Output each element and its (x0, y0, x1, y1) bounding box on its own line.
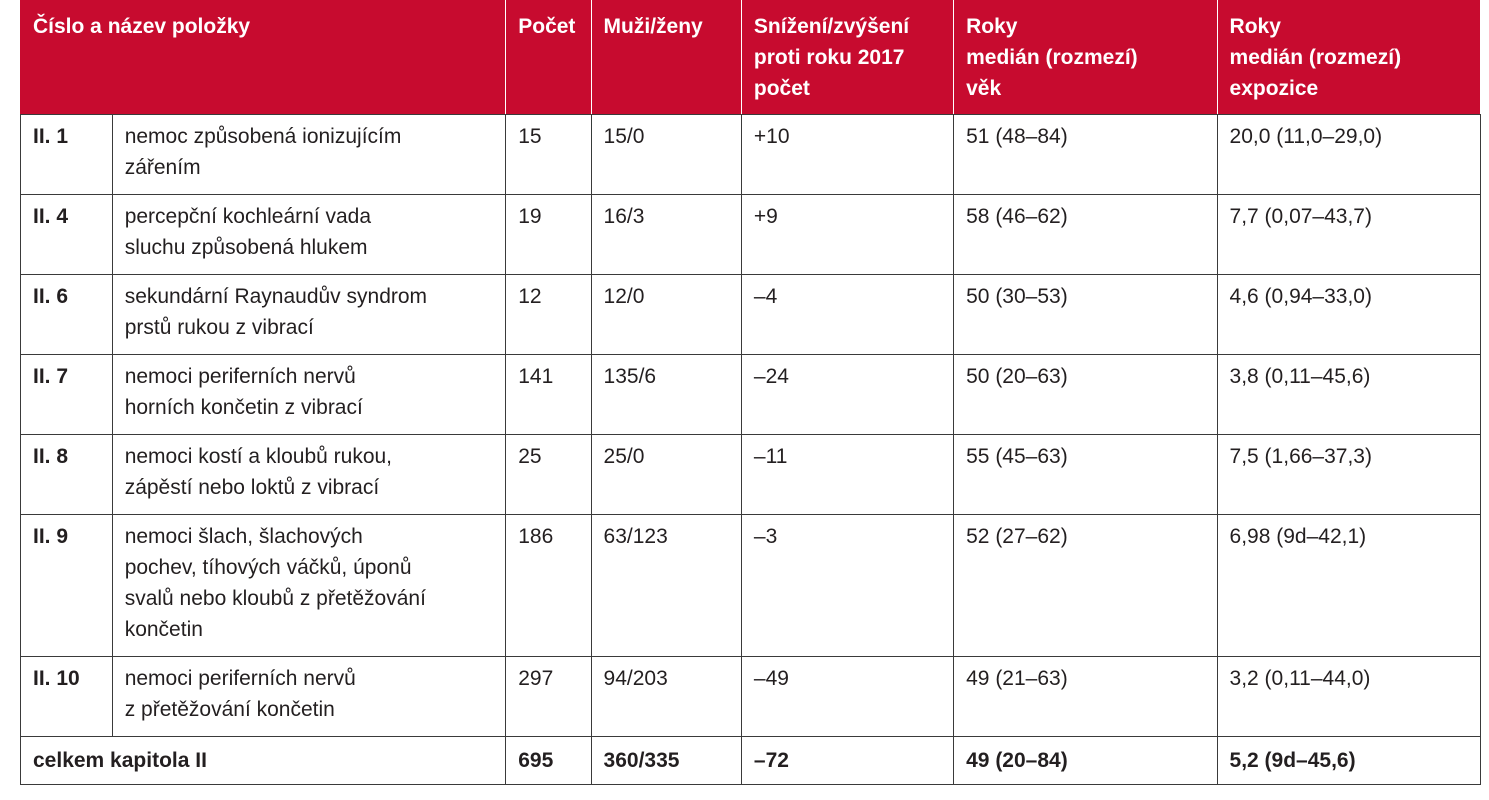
header-change: Snížení/zvýšení proti roku 2017 počet (741, 1, 953, 115)
change-cell: –49 (741, 657, 953, 737)
men-women-cell: 12/0 (591, 275, 741, 355)
header-exposure: Roky medián (rozmezí) expozice (1217, 1, 1480, 115)
count-cell: 12 (506, 275, 591, 355)
count-cell: 141 (506, 355, 591, 435)
change-cell: +9 (741, 195, 953, 275)
total-count: 695 (506, 737, 591, 785)
exposure-cell: 3,2 (0,11–44,0) (1217, 657, 1480, 737)
count-cell: 19 (506, 195, 591, 275)
item-code: II. 1 (21, 115, 113, 195)
count-cell: 186 (506, 515, 591, 657)
item-code: II. 6 (21, 275, 113, 355)
total-exposure: 5,2 (9d–45,6) (1217, 737, 1480, 785)
table-row (21, 275, 1481, 355)
exposure-cell: 4,6 (0,94–33,0) (1217, 275, 1480, 355)
item-code: II. 8 (21, 435, 113, 515)
table-row (21, 195, 1481, 275)
total-row (21, 737, 1481, 785)
total-label: celkem kapitola II (21, 737, 506, 785)
total-age: 49 (20–84) (954, 737, 1217, 785)
item-name: percepční kochleární vada sluchu způsobená hlukem (112, 195, 506, 275)
age-cell: 58 (46–62) (954, 195, 1217, 275)
age-cell: 55 (45–63) (954, 435, 1217, 515)
men-women-cell: 135/6 (591, 355, 741, 435)
exposure-cell: 3,8 (0,11–45,6) (1217, 355, 1480, 435)
change-cell: –24 (741, 355, 953, 435)
men-women-cell: 25/0 (591, 435, 741, 515)
item-name: nemoci kostí a kloubů rukou, zápěstí nebo loktů z vibrací (112, 435, 506, 515)
header-men-women: Muži/ženy (591, 1, 741, 115)
age-cell: 50 (30–53) (954, 275, 1217, 355)
count-cell: 25 (506, 435, 591, 515)
item-name: sekundární Raynaudův syndrom prstů rukou z vibrací (112, 275, 506, 355)
item-code: II. 4 (21, 195, 113, 275)
header-count: Počet (506, 1, 591, 115)
exposure-cell: 7,5 (1,66–37,3) (1217, 435, 1480, 515)
table-row (21, 435, 1481, 515)
item-code: II. 9 (21, 515, 113, 657)
age-cell: 51 (48–84) (954, 115, 1217, 195)
header-row (21, 1, 1481, 115)
age-cell: 50 (20–63) (954, 355, 1217, 435)
age-cell: 49 (21–63) (954, 657, 1217, 737)
age-cell: 52 (27–62) (954, 515, 1217, 657)
header-age: Roky medián (rozmezí) věk (954, 1, 1217, 115)
men-women-cell: 15/0 (591, 115, 741, 195)
table-row (21, 355, 1481, 435)
item-name: nemoci periferních nervů z přetěžování končetin (112, 657, 506, 737)
item-name: nemoc způsobená ionizujícím zářením (112, 115, 506, 195)
men-women-cell: 94/203 (591, 657, 741, 737)
count-cell: 15 (506, 115, 591, 195)
item-code: II. 7 (21, 355, 113, 435)
table-row (21, 657, 1481, 737)
count-cell: 297 (506, 657, 591, 737)
item-code: II. 10 (21, 657, 113, 737)
exposure-cell: 6,98 (9d–42,1) (1217, 515, 1480, 657)
men-women-cell: 16/3 (591, 195, 741, 275)
change-cell: –3 (741, 515, 953, 657)
total-men-women: 360/335 (591, 737, 741, 785)
exposure-cell: 7,7 (0,07–43,7) (1217, 195, 1480, 275)
item-name: nemoci šlach, šlachových pochev, tíhových váčků, úponů svalů nebo kloubů z přetěžování končetin (112, 515, 506, 657)
item-name: nemoci periferních nervů horních končetin z vibrací (112, 355, 506, 435)
table-row (21, 115, 1481, 195)
table-row (21, 515, 1481, 657)
change-cell: +10 (741, 115, 953, 195)
exposure-cell: 20,0 (11,0–29,0) (1217, 115, 1480, 195)
total-change: –72 (741, 737, 953, 785)
header-item: Číslo a název položky (21, 1, 506, 115)
change-cell: –4 (741, 275, 953, 355)
change-cell: –11 (741, 435, 953, 515)
occupational-disease-table (20, 0, 1481, 785)
men-women-cell: 63/123 (591, 515, 741, 657)
